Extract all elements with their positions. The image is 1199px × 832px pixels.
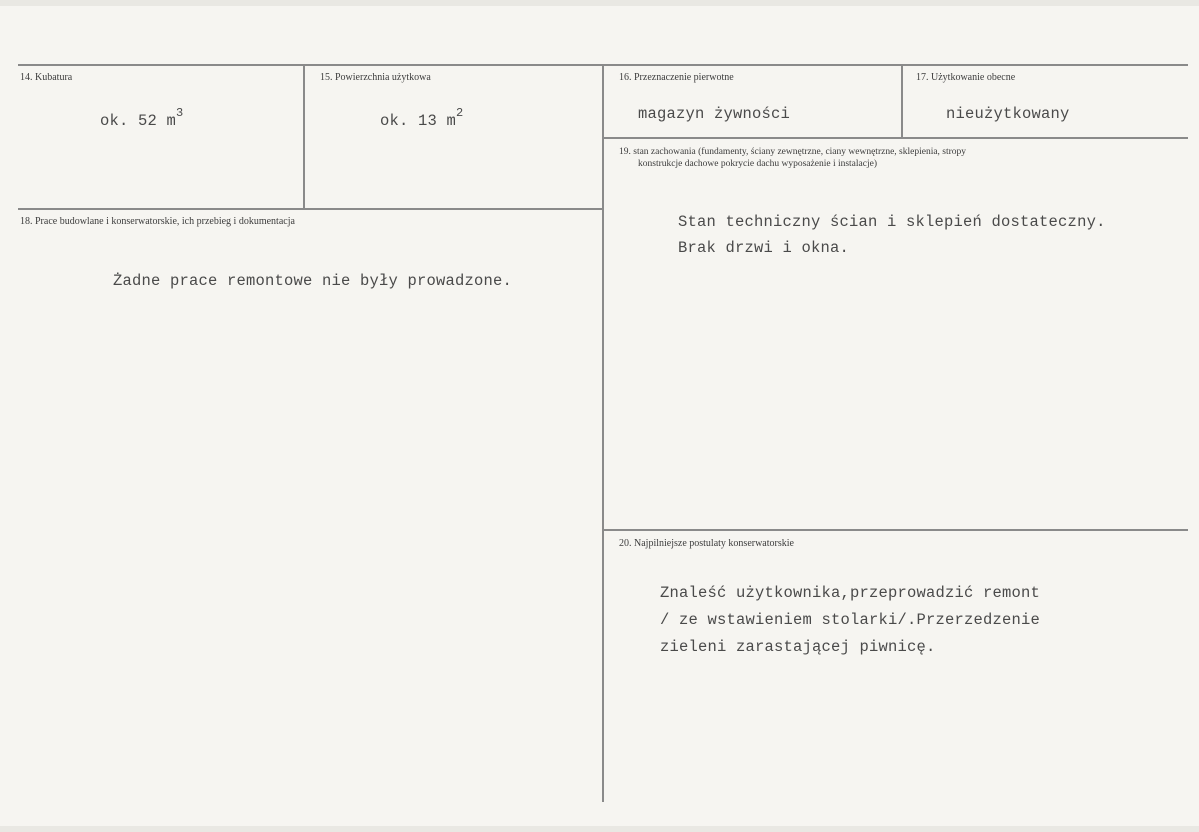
field-15-value-text: ok. 13 m	[380, 112, 457, 131]
field-19-label-line-2: konstrukcje dachowe pokrycie dachu wyposażenie i instalacje)	[638, 159, 877, 169]
field-18-label: 18. Prace budowlane i konserwatorskie, ich przebieg i dokumentacja	[20, 216, 295, 227]
field-20-line-3: zieleni zarastającej piwnicę.	[660, 638, 936, 656]
rule-below-16-17	[604, 137, 1188, 139]
card-top-edge	[0, 0, 1199, 6]
divider-14-15	[303, 66, 305, 208]
field-16-label: 16. Przeznaczenie pierwotne	[619, 72, 734, 83]
field-20-line-2: / ze wstawieniem stolarki/.Przerzedzenie	[660, 611, 1041, 629]
card-bottom-edge	[0, 826, 1199, 832]
field-14-value-text: ok. 52 m	[100, 112, 177, 131]
divider-16-17	[901, 66, 903, 137]
field-19-label-line-1: 19. stan zachowania (fundamenty, ściany zewnętrzne, ciany wewnętrzne, sklepienia, stropy	[619, 147, 967, 157]
field-14-value	[100, 102, 183, 135]
field-20-line-1: Znaleść użytkownika,przeprowadzić remont	[660, 584, 1041, 602]
field-15-label: 15. Powierzchnia użytkowa	[320, 72, 431, 83]
field-15-value-unit-exponent: 2	[456, 106, 464, 120]
rule-below-14-15	[18, 208, 604, 210]
field-16-value: magazyn żywności	[638, 105, 791, 123]
field-20-label: 20. Najpilniejsze postulaty konserwatorskie	[619, 538, 794, 549]
field-14-label: 14. Kubatura	[20, 72, 73, 83]
field-18-value: Żadne prace remontowe nie były prowadzone.	[113, 272, 513, 290]
field-14-value-unit-exponent: 3	[176, 106, 184, 120]
field-15-value	[380, 102, 463, 135]
field-19-line-1: Stan techniczny ścian i sklepień dostateczny.	[678, 213, 1106, 231]
divider-main	[602, 66, 604, 802]
field-17-label: 17. Użytkowanie obecne	[916, 72, 1016, 83]
field-17-value: nieużytkowany	[946, 105, 1070, 123]
field-19-line-2: Brak drzwi i okna.	[678, 239, 850, 257]
rule-above-20	[604, 529, 1188, 531]
